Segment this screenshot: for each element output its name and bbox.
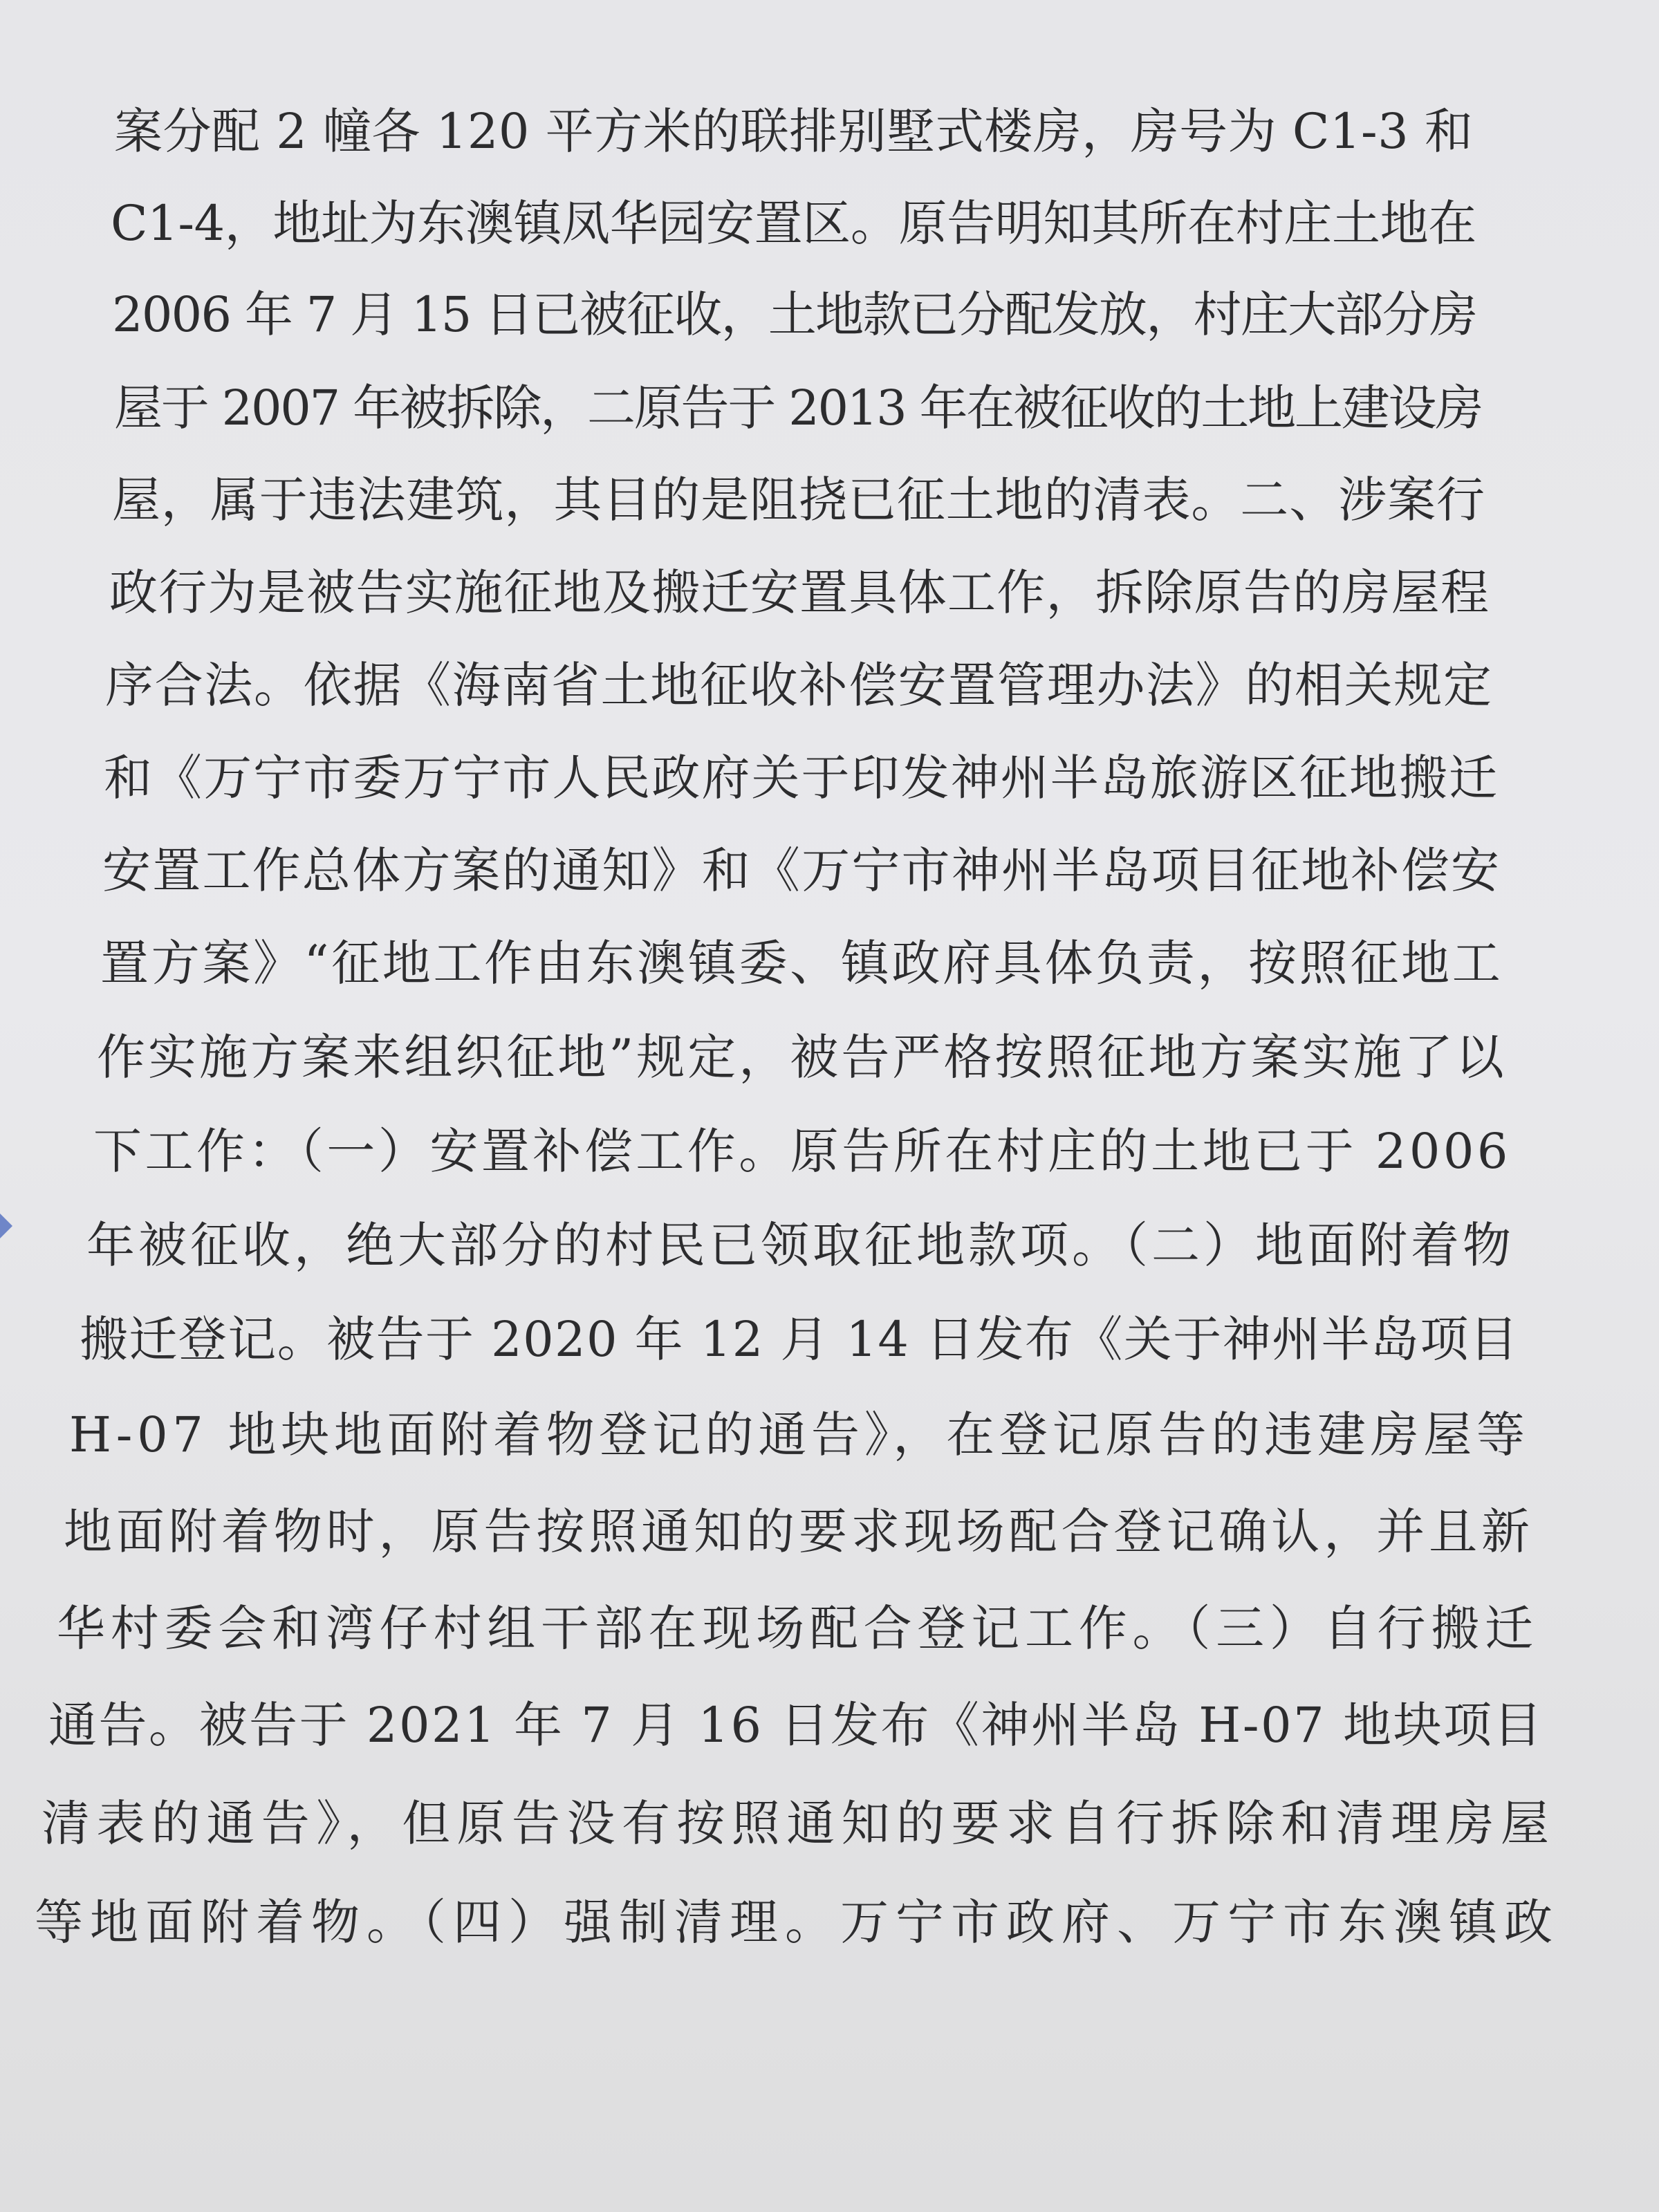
text-line: 作实施方案来组织征地”规定，被告严格按照征地方案实施了以 [97,1029,1507,1086]
text-line: 地面附着物时，原告按照通知的要求现场配合登记确认，并且新 [64,1503,1534,1560]
text-line: 华村委会和湾仔村组干部在现场配合登记工作。（三）自行搬迁 [57,1600,1539,1657]
text-line: H-07 地块地面附着物登记的通告》，在登记原告的违建房屋等 [69,1406,1530,1463]
text-line: 通告。被告于 2021 年 7 月 16 日发布《神州半岛 H-07 地块项目 [48,1697,1544,1754]
text-line: 置方案》“征地工作由东澳镇委、镇政府具体负责，按照征地工 [100,935,1503,992]
text-line: 2006 年 7 月 15 日已被征收，土地款已分配发放，村庄大部分房 [112,286,1477,343]
text-line: 下工作：（一）安置补偿工作。原告所在村庄的土地已于 2006 [93,1123,1511,1180]
text-line: 案分配 2 幢各 120 平方米的联排别墅式楼房，房号为 C1-3 和 [114,103,1474,160]
text-line: 屋于 2007 年被拆除，二原告于 2013 年在被征收的土地上建设房 [114,380,1483,436]
text-line: 和《万宁市委万宁市人民政府关于印发神州半岛旅游区征地搬迁 [104,750,1499,806]
text-line: 政行为是被告实施征地及搬迁安置具体工作，拆除原告的房屋程 [109,564,1490,621]
text-line: 屋，属于违法建筑，其目的是阻挠已征土地的清表。二、涉案行 [112,472,1485,528]
text-line: C1-4，地址为东澳镇凤华园安置区。原告明知其所在村庄土地在 [111,195,1476,252]
text-line: 清表的通告》，但原告没有按照通知的要求自行拆除和清理房屋 [41,1795,1556,1852]
text-line: 安置工作总体方案的通知》和《万宁市神州半岛项目征地补偿安 [102,842,1501,899]
text-line: 搬迁登记。被告于 2020 年 12 月 14 日发布《关于神州半岛项目 [80,1311,1519,1368]
text-line: 序合法。依据《海南省土地征收补偿安置管理办法》的相关规定 [105,657,1493,714]
text-line: 等地面附着物。（四）强制清理。万宁市政府、万宁市东澳镇政 [35,1894,1559,1951]
text-line: 年被征收，绝大部分的村民已领取征地款项。（二）地面附着物 [86,1217,1514,1274]
